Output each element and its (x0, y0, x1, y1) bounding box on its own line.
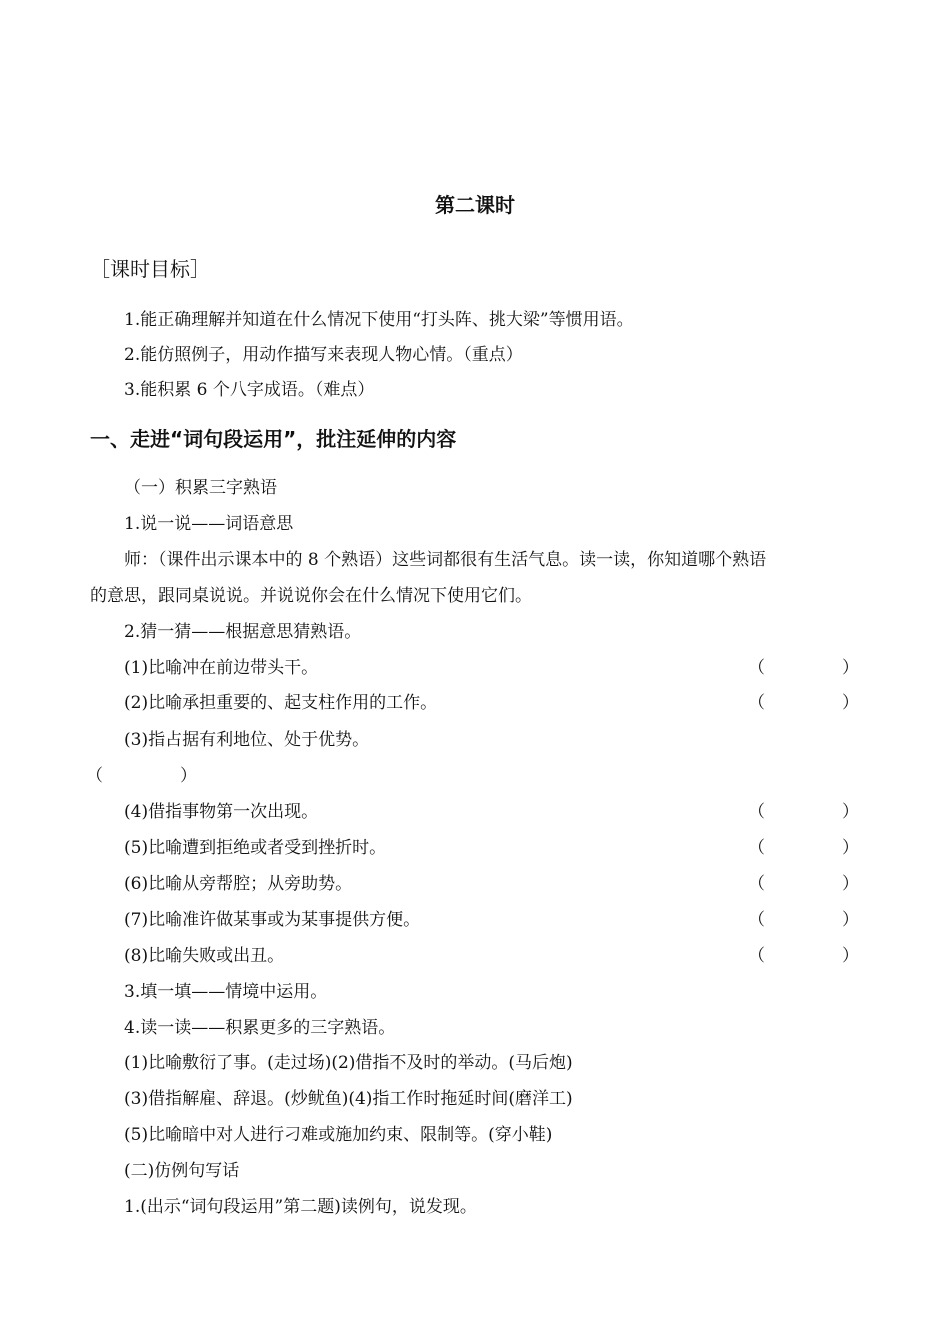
objective-item-2: 2.能仿照例子，用动作描写来表现人物心情。（重点） (124, 345, 523, 365)
answer-paren-close: ） (842, 910, 859, 930)
page-title: 第二课时 (435, 193, 515, 217)
answer-paren-close: ） (842, 838, 859, 858)
answer-paren-open: （ (748, 946, 765, 966)
guess-item-4: (4)借指事物第一次出现。 (124, 802, 319, 822)
more-idiom-line-3: (5)比喻暗中对人进行刁难或施加约束、限制等。(穿小鞋) (124, 1125, 553, 1145)
teacher-line-2: 的意思，跟同桌说说。并说说你会在什么情况下使用它们。 (90, 586, 532, 606)
answer-paren-open: （ (748, 658, 765, 678)
subsection-2-step-1: 1.(出示“词句段运用”第二题)读例句，说发现。 (124, 1197, 477, 1217)
subsection-heading-1: （一）积累三字熟语 (124, 478, 277, 498)
guess-item-7: (7)比喻准许做某事或为某事提供方便。 (124, 910, 421, 930)
step-3: 3.填一填——情境中运用。 (124, 982, 328, 1002)
answer-paren-open: （ (748, 802, 765, 822)
answer-paren-close: ） (180, 766, 197, 786)
answer-paren-open: （ (86, 766, 103, 786)
answer-paren-close: ） (842, 693, 859, 713)
answer-paren-open: （ (748, 874, 765, 894)
answer-paren-open: （ (748, 693, 765, 713)
objectives-heading: ［课时目标］ (90, 257, 210, 281)
step-1: 1.说一说——词语意思 (124, 514, 294, 534)
section-heading: 一、走进“词句段运用”，批注延伸的内容 (90, 427, 457, 451)
answer-paren-close: ） (842, 874, 859, 894)
objective-item-1: 1.能正确理解并知道在什么情况下使用“打头阵、挑大梁”等惯用语。 (124, 310, 634, 330)
subsection-heading-2: (二)仿例句写话 (124, 1161, 240, 1181)
more-idiom-line-2: (3)借指解雇、辞退。(炒鱿鱼)(4)指工作时拖延时间(磨洋工) (124, 1089, 573, 1109)
guess-item-6: (6)比喻从旁帮腔；从旁助势。 (124, 874, 353, 894)
step-2: 2.猜一猜——根据意思猜熟语。 (124, 622, 362, 642)
guess-item-8: (8)比喻失败或出丑。 (124, 946, 285, 966)
guess-item-2: (2)比喻承担重要的、起支柱作用的工作。 (124, 693, 438, 713)
objective-item-3: 3.能积累 6 个八字成语。（难点） (124, 380, 375, 400)
teacher-line-1: 师：（课件出示课本中的 8 个熟语）这些词都很有生活气息。读一读，你知道哪个熟语 (124, 550, 767, 570)
guess-item-1: (1)比喻冲在前边带头干。 (124, 658, 319, 678)
answer-paren-open: （ (748, 838, 765, 858)
answer-paren-close: ） (842, 802, 859, 822)
guess-item-3: (3)指占据有利地位、处于优势。 (124, 730, 370, 750)
guess-item-5: (5)比喻遭到拒绝或者受到挫折时。 (124, 838, 387, 858)
answer-paren-close: ） (842, 658, 859, 678)
answer-paren-open: （ (748, 910, 765, 930)
answer-paren-close: ） (842, 946, 859, 966)
step-4: 4.读一读——积累更多的三字熟语。 (124, 1018, 396, 1038)
more-idiom-line-1: (1)比喻敷衍了事。(走过场)(2)借指不及时的举动。(马后炮) (124, 1053, 573, 1073)
